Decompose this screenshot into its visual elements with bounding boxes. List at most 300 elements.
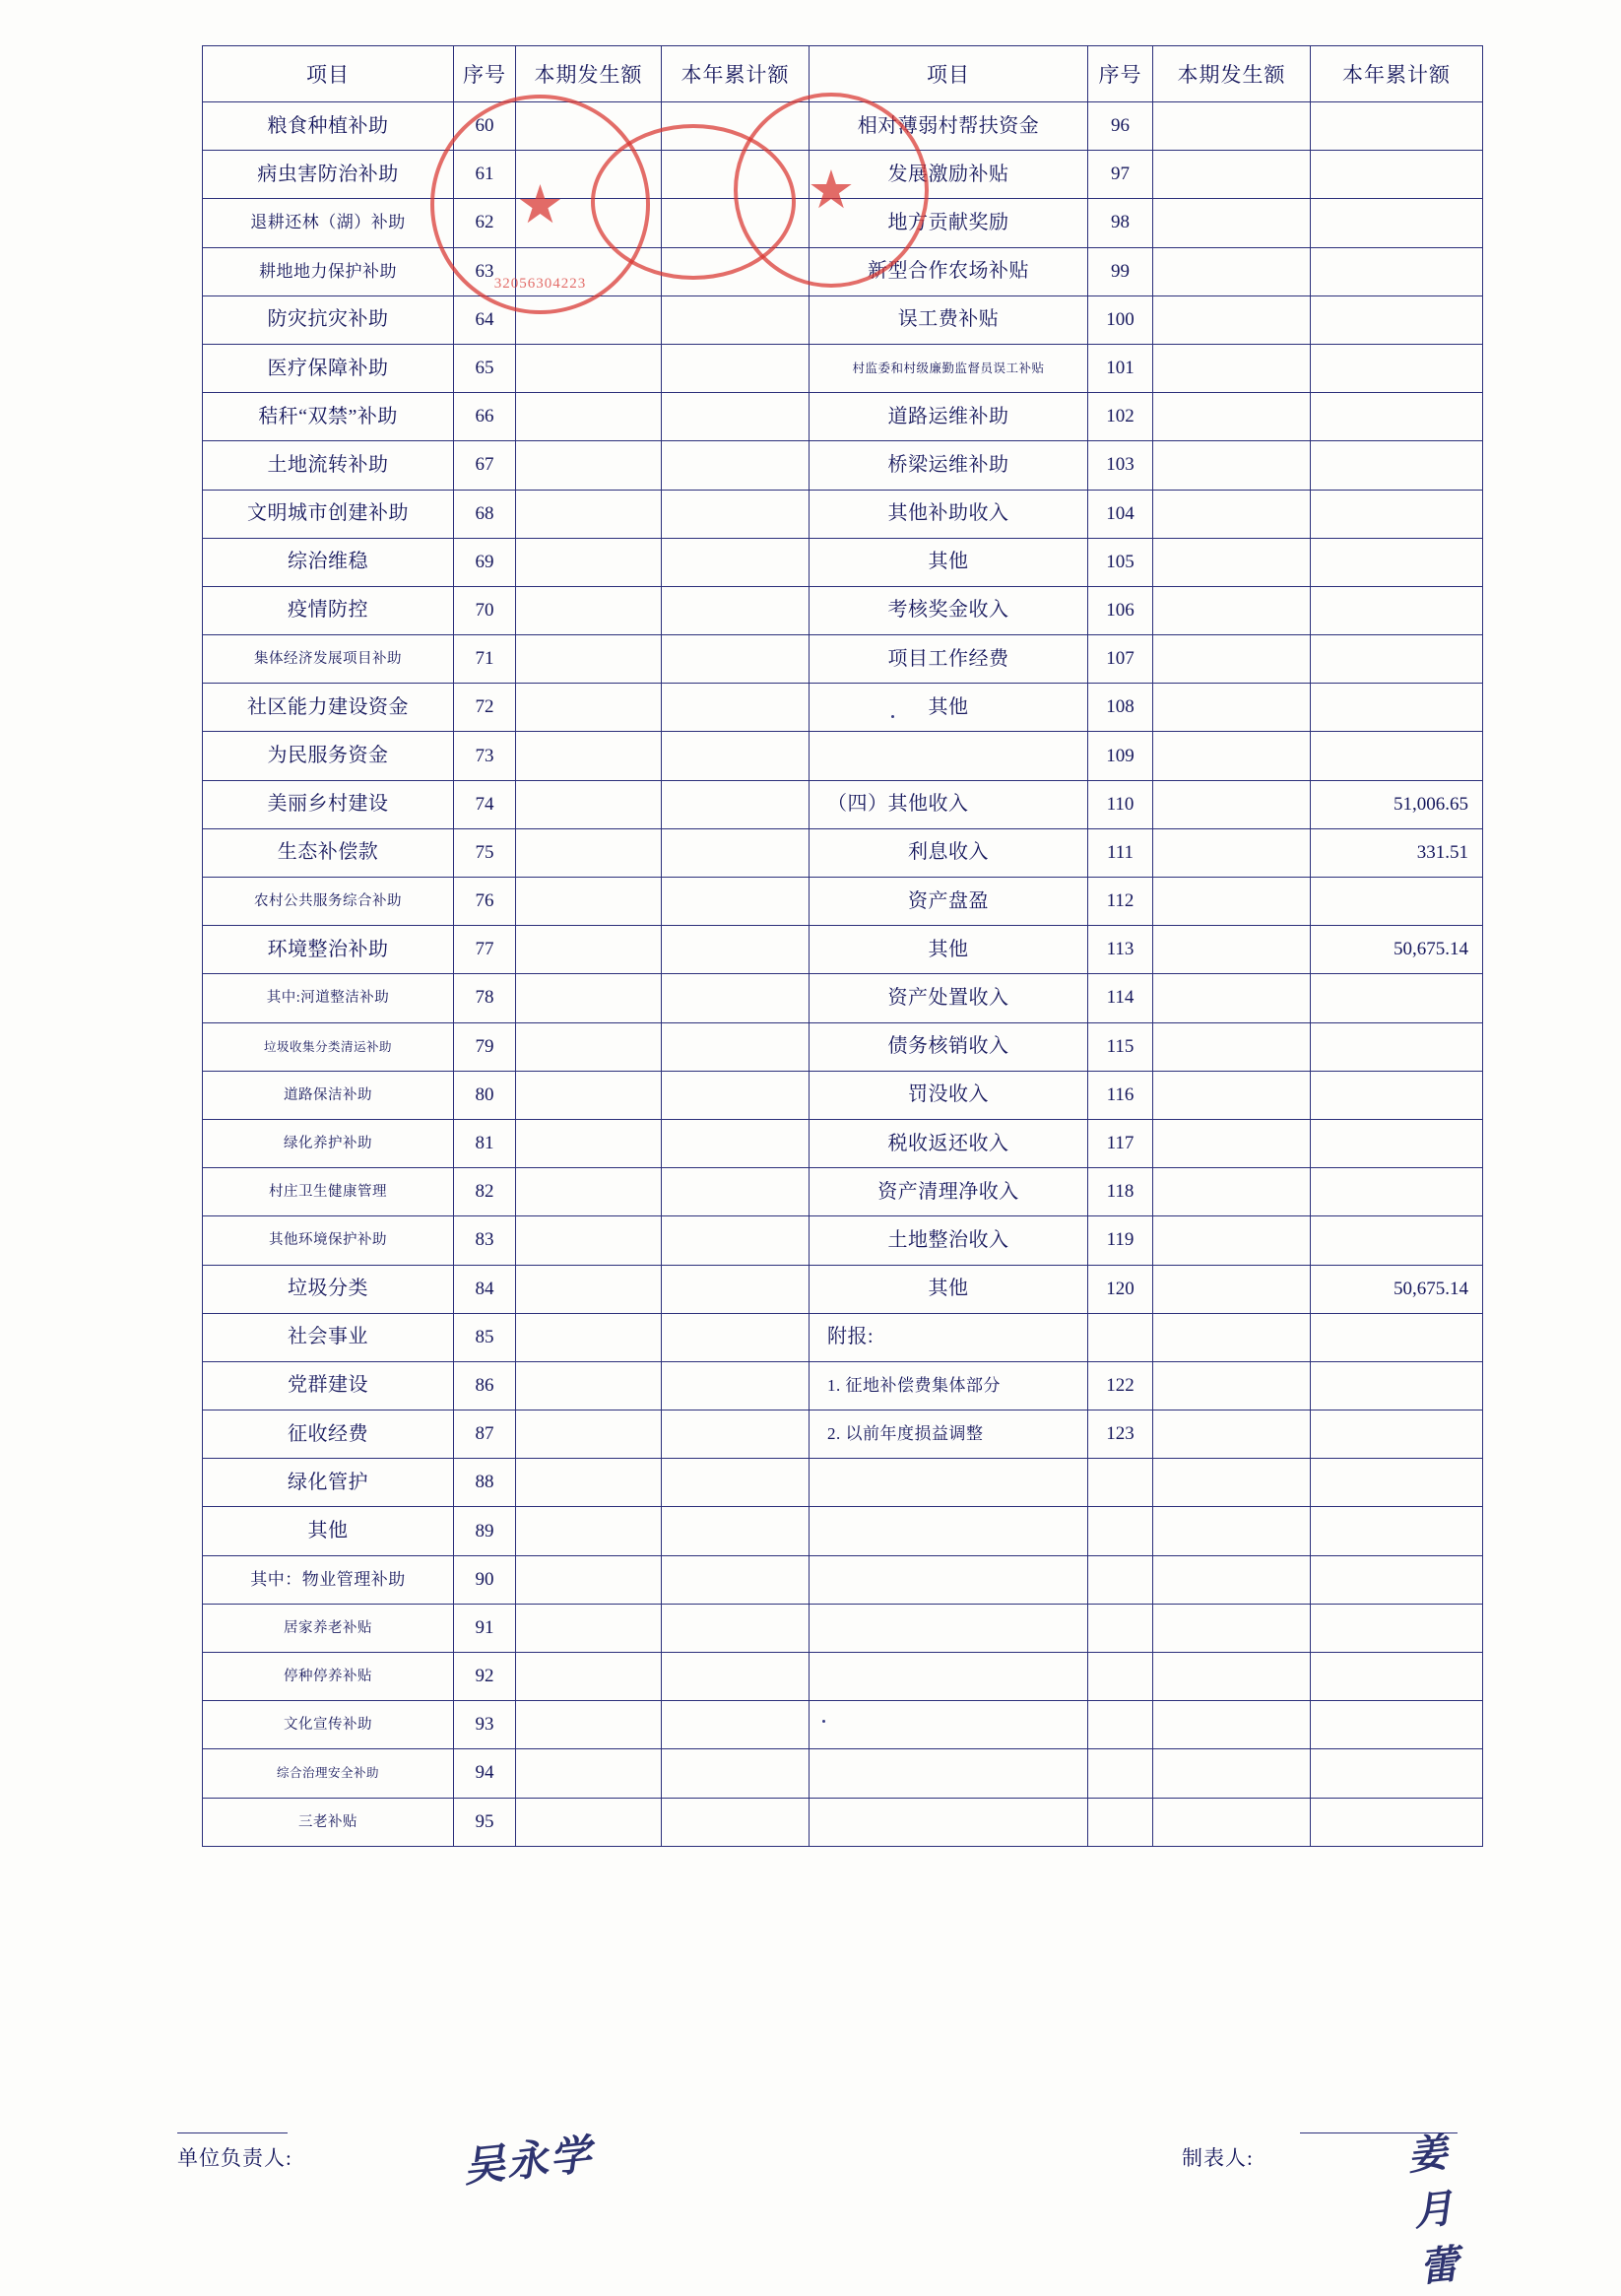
row-label-left	[203, 1749, 454, 1798]
row-label-left	[203, 1653, 454, 1701]
row-current-left-text	[647, 503, 661, 524]
row-current-right	[1153, 1216, 1311, 1265]
row-current-right-text	[1296, 1762, 1310, 1783]
row-current-left-text	[647, 794, 661, 815]
row-no-left-text: 70	[475, 599, 494, 621]
row-current-right-text	[1296, 261, 1310, 282]
row-current-left	[516, 1168, 662, 1216]
row-no-left	[454, 1313, 516, 1361]
row-current-left	[516, 586, 662, 634]
row-current-right-text	[1296, 115, 1310, 136]
row-no-right	[1088, 586, 1153, 634]
row-no-right-text: 111	[1106, 841, 1135, 863]
row-current-right-text	[1296, 1472, 1310, 1492]
row-current-right-text	[1296, 1181, 1310, 1202]
row-no-right	[1088, 490, 1153, 538]
row-current-right	[1153, 344, 1311, 392]
row-ytd-left-text	[795, 358, 809, 378]
table-row	[203, 1459, 1483, 1507]
row-current-right	[1153, 878, 1311, 926]
row-no-right	[1088, 538, 1153, 586]
table-row	[203, 1507, 1483, 1555]
row-ytd-right	[1311, 441, 1483, 490]
row-ytd-right	[1311, 1361, 1483, 1410]
row-no-right-text: 99	[1111, 260, 1130, 282]
row-label-left	[203, 1022, 454, 1071]
row-ytd-left	[662, 926, 810, 974]
row-ytd-right-text	[1468, 987, 1482, 1008]
row-no-right	[1088, 102, 1153, 151]
row-current-right	[1153, 1410, 1311, 1459]
row-ytd-left	[662, 1265, 810, 1313]
row-current-right	[1153, 1071, 1311, 1119]
row-ytd-right	[1311, 1216, 1483, 1265]
row-ytd-right-text: 50,675.14	[1394, 939, 1468, 960]
row-current-right	[1153, 441, 1311, 490]
row-no-left-text: 65	[475, 358, 494, 379]
row-label-left	[203, 635, 454, 684]
row-current-left	[516, 780, 662, 828]
row-ytd-right-text	[1468, 1181, 1482, 1202]
row-current-right-text	[1296, 1327, 1310, 1347]
row-no-right-text: 104	[1106, 502, 1135, 524]
row-label-left	[203, 926, 454, 974]
row-no-right	[1088, 780, 1153, 828]
row-no-right	[1088, 635, 1153, 684]
table-row	[203, 1313, 1483, 1361]
row-ytd-left-text	[795, 600, 809, 621]
table-row	[203, 684, 1483, 732]
row-label-left	[203, 441, 454, 490]
row-label-left-text: 粮食种植补助	[267, 114, 389, 137]
row-ytd-left	[662, 1653, 810, 1701]
row-no-left	[454, 1119, 516, 1167]
row-no-left-text: 77	[475, 939, 494, 960]
row-current-left	[516, 926, 662, 974]
row-current-right-text	[1296, 987, 1310, 1008]
row-ytd-left-text	[795, 890, 809, 911]
row-label-right-text: 资产盘盈	[908, 889, 989, 912]
row-no-left-text: 76	[475, 890, 494, 912]
row-ytd-right-text	[1468, 1521, 1482, 1542]
row-current-right	[1153, 1313, 1311, 1361]
row-label-right-text: 资产处置收入	[887, 986, 1009, 1009]
row-current-left-text	[647, 212, 661, 232]
row-current-right	[1153, 780, 1311, 828]
row-no-right-text: 114	[1106, 987, 1135, 1009]
row-current-left	[516, 538, 662, 586]
row-current-right-text	[1296, 939, 1310, 959]
row-label-right	[810, 1361, 1088, 1410]
row-no-left	[454, 151, 516, 199]
table-row	[203, 1361, 1483, 1410]
row-current-left-text	[647, 1811, 661, 1832]
row-ytd-left	[662, 102, 810, 151]
preparer-label: 制表人:	[1182, 2146, 1254, 2170]
table-row	[203, 490, 1483, 538]
row-no-right	[1088, 1555, 1153, 1604]
row-no-left	[454, 441, 516, 490]
row-no-left-text: 95	[475, 1810, 494, 1832]
row-ytd-right	[1311, 1555, 1483, 1604]
row-label-left	[203, 1555, 454, 1604]
row-current-right-text	[1296, 696, 1310, 717]
table-row	[203, 586, 1483, 634]
row-ytd-right	[1311, 1749, 1483, 1798]
row-no-left-text: 67	[475, 454, 494, 476]
financial-table-wrapper	[202, 45, 1482, 2084]
row-label-right-text: （四）其他收入	[827, 793, 969, 816]
row-no-left-text: 91	[475, 1616, 494, 1638]
row-current-right-text	[1296, 1423, 1310, 1444]
row-label-right-text: 附报:	[827, 1326, 875, 1348]
table-row	[203, 1119, 1483, 1167]
row-label-left-text: 防灾抗灾补助	[267, 308, 389, 331]
row-current-left-text	[647, 1617, 661, 1638]
row-label-left	[203, 780, 454, 828]
row-current-right-text	[1296, 358, 1310, 378]
row-no-right-text: 120	[1106, 1278, 1135, 1299]
row-ytd-left	[662, 393, 810, 441]
row-ytd-left-text	[795, 842, 809, 863]
row-current-right-text	[1296, 842, 1310, 863]
row-label-left-text: 美丽乡村建设	[267, 793, 389, 816]
table-row	[203, 780, 1483, 828]
header-current-left: 本期发生额	[516, 46, 662, 102]
row-current-left-text	[647, 696, 661, 717]
row-label-right	[810, 684, 1088, 732]
row-current-right	[1153, 1459, 1311, 1507]
row-no-left	[454, 393, 516, 441]
row-no-right	[1088, 828, 1153, 877]
row-current-left	[516, 1459, 662, 1507]
row-current-right-text	[1296, 1569, 1310, 1590]
row-label-left-text: 秸秆“双禁”补助	[258, 405, 398, 427]
row-ytd-left-text	[795, 164, 809, 184]
row-current-left-text	[647, 1279, 661, 1299]
row-current-left	[516, 1604, 662, 1652]
row-ytd-left-text	[795, 1279, 809, 1299]
row-ytd-left	[662, 1361, 810, 1410]
row-no-left-text: 69	[475, 551, 494, 572]
row-ytd-right	[1311, 1022, 1483, 1071]
row-ytd-left	[662, 878, 810, 926]
row-label-right-text	[944, 1714, 952, 1736]
row-ytd-left	[662, 1604, 810, 1652]
row-label-right-text: 其他	[928, 1278, 969, 1300]
row-ytd-right	[1311, 1410, 1483, 1459]
row-current-left	[516, 393, 662, 441]
row-ytd-left	[662, 1459, 810, 1507]
row-label-left	[203, 732, 454, 780]
table-row	[203, 102, 1483, 151]
row-no-left-text: 84	[475, 1278, 494, 1299]
row-label-right-text: 2. 以前年度损益调整	[827, 1424, 984, 1444]
row-no-left	[454, 199, 516, 247]
row-current-left	[516, 878, 662, 926]
scan-speck	[822, 1720, 825, 1723]
row-no-left-text: 86	[475, 1374, 494, 1396]
row-label-right-text	[944, 745, 952, 766]
row-label-left	[203, 1168, 454, 1216]
row-label-right-text: 资产清理净收入	[877, 1180, 1019, 1203]
row-ytd-right-text	[1468, 115, 1482, 136]
row-no-right	[1088, 1653, 1153, 1701]
row-current-right-text	[1296, 1617, 1310, 1638]
row-ytd-left	[662, 344, 810, 392]
row-current-left	[516, 828, 662, 877]
row-ytd-right	[1311, 1168, 1483, 1216]
row-label-right-text	[944, 1472, 952, 1493]
row-no-right	[1088, 1701, 1153, 1749]
row-label-left-text: 退耕还林（湖）补助	[250, 213, 406, 232]
row-label-right-text: 村监委和村级廉勤监督员误工补贴	[852, 361, 1045, 376]
table-header-row	[203, 46, 1483, 102]
row-label-left	[203, 1507, 454, 1555]
row-label-left-text: 为民服务资金	[267, 745, 389, 767]
row-ytd-right-text	[1468, 890, 1482, 911]
row-current-left	[516, 635, 662, 684]
row-label-right	[810, 1798, 1088, 1846]
row-label-right-text: 新型合作农场补贴	[868, 260, 1029, 283]
table-row	[203, 1604, 1483, 1652]
row-no-right	[1088, 1022, 1153, 1071]
row-no-left	[454, 1604, 516, 1652]
row-ytd-left-text	[795, 696, 809, 717]
header-item-right: 项目	[810, 46, 1088, 102]
row-label-right-text: 误工费补贴	[897, 308, 1000, 331]
row-ytd-right-text	[1468, 746, 1482, 766]
row-ytd-right-text	[1468, 503, 1482, 524]
row-ytd-right-text	[1468, 1472, 1482, 1492]
row-label-left	[203, 828, 454, 877]
row-label-right	[810, 1507, 1088, 1555]
row-ytd-right-text	[1468, 1133, 1482, 1153]
row-ytd-right	[1311, 1313, 1483, 1361]
row-no-left	[454, 1216, 516, 1265]
row-label-left	[203, 1701, 454, 1749]
row-label-right	[810, 102, 1088, 151]
row-ytd-right	[1311, 684, 1483, 732]
row-label-left-text: 道路保洁补助	[284, 1086, 372, 1103]
row-ytd-left-text	[795, 794, 809, 815]
row-ytd-left-text	[795, 1375, 809, 1396]
row-current-right-text	[1296, 309, 1310, 330]
row-current-left-text	[647, 1762, 661, 1783]
row-ytd-right-text	[1468, 600, 1482, 621]
row-current-right-text	[1296, 1714, 1310, 1735]
row-label-right-text: 考核奖金收入	[887, 599, 1009, 622]
row-ytd-left-text	[795, 1036, 809, 1057]
row-label-left	[203, 1410, 454, 1459]
row-ytd-right	[1311, 538, 1483, 586]
row-ytd-right-text	[1468, 648, 1482, 669]
table-row	[203, 878, 1483, 926]
row-ytd-left	[662, 828, 810, 877]
row-ytd-left	[662, 1022, 810, 1071]
row-ytd-left	[662, 151, 810, 199]
row-label-right	[810, 1701, 1088, 1749]
table-row	[203, 1216, 1483, 1265]
row-no-left	[454, 1265, 516, 1313]
row-ytd-left-text	[795, 1569, 809, 1590]
row-no-right	[1088, 441, 1153, 490]
row-ytd-right	[1311, 1653, 1483, 1701]
row-label-right-text: 利息收入	[908, 841, 989, 864]
row-current-left	[516, 1216, 662, 1265]
row-no-right-text: 103	[1106, 454, 1135, 476]
row-current-left	[516, 441, 662, 490]
row-no-left	[454, 1168, 516, 1216]
row-ytd-left	[662, 1071, 810, 1119]
row-ytd-left-text	[795, 648, 809, 669]
row-ytd-right-text: 51,006.65	[1394, 793, 1468, 815]
row-no-right-text: 105	[1106, 551, 1135, 572]
row-no-right	[1088, 684, 1153, 732]
row-current-right	[1153, 1701, 1311, 1749]
row-label-left	[203, 684, 454, 732]
row-label-right-text	[944, 1810, 952, 1832]
row-label-left-text: 党群建设	[288, 1374, 368, 1397]
row-ytd-left	[662, 490, 810, 538]
row-label-right	[810, 199, 1088, 247]
row-label-left	[203, 344, 454, 392]
row-label-left	[203, 1265, 454, 1313]
table-row	[203, 1701, 1483, 1749]
row-no-left-text: 63	[475, 260, 494, 282]
row-label-right	[810, 1216, 1088, 1265]
row-current-right-text	[1296, 406, 1310, 426]
row-no-right-text: 110	[1106, 793, 1135, 815]
row-no-left-text: 62	[475, 212, 494, 233]
row-label-right	[810, 344, 1088, 392]
row-label-left-text: 居家养老补贴	[284, 1619, 372, 1636]
row-ytd-right	[1311, 490, 1483, 538]
row-label-left-text: 医疗保障补助	[267, 357, 389, 379]
row-ytd-right-text: 331.51	[1416, 841, 1468, 863]
table-row	[203, 1071, 1483, 1119]
row-label-right-text: 发展激励补贴	[887, 163, 1009, 185]
row-current-left	[516, 974, 662, 1022]
row-label-right-text: 道路运维补助	[887, 405, 1009, 427]
row-no-left-text: 72	[475, 696, 494, 718]
row-no-left-text: 89	[475, 1520, 494, 1542]
table-row	[203, 295, 1483, 344]
row-current-right-text	[1296, 1811, 1310, 1832]
row-ytd-right	[1311, 247, 1483, 295]
row-label-left-text: 其他	[307, 1520, 349, 1542]
row-ytd-right-text	[1468, 552, 1482, 572]
row-label-right	[810, 393, 1088, 441]
row-current-left-text	[647, 115, 661, 136]
row-label-left-text: 垃圾分类	[288, 1278, 368, 1300]
row-label-right	[810, 1555, 1088, 1604]
row-current-right	[1153, 538, 1311, 586]
row-ytd-right	[1311, 393, 1483, 441]
row-label-right	[810, 1265, 1088, 1313]
row-label-right	[810, 1119, 1088, 1167]
table-row	[203, 974, 1483, 1022]
row-label-left-text: 环境整治补助	[267, 938, 389, 960]
table-row	[203, 344, 1483, 392]
row-ytd-right	[1311, 344, 1483, 392]
row-no-right-text: 107	[1106, 648, 1135, 670]
row-current-left-text	[647, 1036, 661, 1057]
footer-rule-left	[177, 2132, 288, 2133]
row-ytd-left	[662, 1701, 810, 1749]
row-label-left	[203, 974, 454, 1022]
row-current-right-text	[1296, 1229, 1310, 1250]
row-no-left	[454, 828, 516, 877]
row-no-right-text: 118	[1106, 1181, 1135, 1203]
table-row	[203, 1555, 1483, 1604]
row-current-left-text	[647, 987, 661, 1008]
row-current-right	[1153, 1507, 1311, 1555]
row-ytd-right-text	[1468, 1229, 1482, 1250]
row-no-left-text: 78	[475, 987, 494, 1009]
row-current-left	[516, 1265, 662, 1313]
row-label-right	[810, 1313, 1088, 1361]
row-ytd-left-text	[795, 212, 809, 232]
row-no-right	[1088, 1216, 1153, 1265]
row-current-left	[516, 1701, 662, 1749]
row-no-right-text: 113	[1106, 939, 1135, 960]
unit-head-label: 单位负责人:	[177, 2146, 292, 2170]
row-no-left	[454, 684, 516, 732]
row-label-right	[810, 878, 1088, 926]
row-no-left-text: 85	[475, 1326, 494, 1347]
header-ytd-right: 本年累计额	[1311, 46, 1483, 102]
row-current-right-text	[1296, 164, 1310, 184]
row-ytd-left-text	[795, 261, 809, 282]
row-current-left	[516, 732, 662, 780]
row-no-left-text: 83	[475, 1229, 494, 1251]
row-no-left	[454, 1701, 516, 1749]
row-current-left	[516, 1749, 662, 1798]
row-no-right	[1088, 344, 1153, 392]
row-label-right	[810, 974, 1088, 1022]
row-ytd-left-text	[795, 1229, 809, 1250]
row-label-left-text: 生态补偿款	[277, 841, 379, 864]
row-ytd-left	[662, 441, 810, 490]
row-label-right-text	[944, 1666, 952, 1687]
row-ytd-left	[662, 684, 810, 732]
row-no-right-text: 112	[1106, 890, 1135, 912]
table-row	[203, 732, 1483, 780]
row-label-right	[810, 538, 1088, 586]
row-label-right-text: 1. 征地补偿费集体部分	[827, 1375, 1001, 1395]
row-current-right-text	[1296, 890, 1310, 911]
row-no-right	[1088, 1410, 1153, 1459]
row-ytd-right-text	[1468, 309, 1482, 330]
row-current-left-text	[647, 1327, 661, 1347]
row-label-left	[203, 1361, 454, 1410]
row-current-left-text	[647, 1084, 661, 1105]
row-no-right	[1088, 1313, 1153, 1361]
row-current-left-text	[647, 1375, 661, 1396]
row-no-left	[454, 974, 516, 1022]
row-ytd-right	[1311, 1604, 1483, 1652]
row-current-right	[1153, 586, 1311, 634]
row-ytd-left-text	[795, 454, 809, 475]
row-ytd-right-text	[1468, 1327, 1482, 1347]
row-current-left-text	[647, 842, 661, 863]
row-ytd-left-text	[795, 1714, 809, 1735]
row-label-right	[810, 1604, 1088, 1652]
row-no-right-text: 109	[1106, 745, 1135, 766]
row-no-left	[454, 1749, 516, 1798]
row-label-left-text: 绿化管护	[288, 1471, 368, 1493]
